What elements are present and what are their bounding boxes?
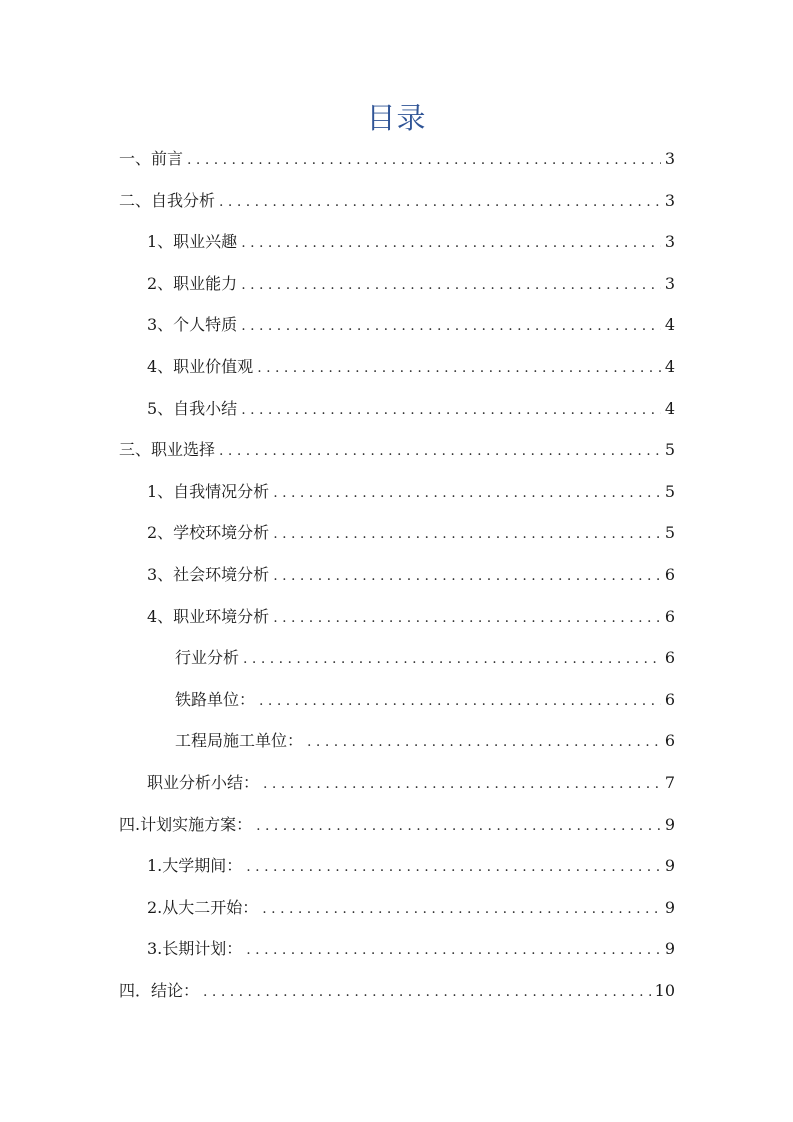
toc-dot-leader [273,514,661,556]
toc-entry[interactable] [119,304,675,346]
toc-entry[interactable] [119,346,675,388]
toc-dot-leader [257,348,661,390]
toc-entry-label: 二、自我分析 [119,190,216,210]
toc-entry-page-number: 4 [664,398,675,418]
toc-entry[interactable] [119,762,675,804]
toc-dot-leader [219,431,661,473]
toc-entry[interactable] [119,512,675,554]
toc-dot-leader [246,930,661,972]
toc-entry-label: 3、个人特质 [147,315,238,335]
toc-entry-page-number: 4 [664,356,675,376]
toc-entry-page-number: 7 [664,772,675,792]
toc-dot-leader [273,473,661,515]
toc-entry-page-number: 3 [664,273,675,293]
toc-entry-label: 铁路单位： [175,689,256,709]
toc-entry-label: 行业分析 [175,648,240,668]
toc-entry-label: 2、职业能力 [147,273,238,293]
toc-entry[interactable] [119,429,675,471]
toc-entry-label: 四．结论： [119,980,200,1000]
toc-entry[interactable] [119,388,675,430]
toc-entry-page-number: 4 [664,315,675,335]
toc-entry[interactable] [119,845,675,887]
toc-dot-leader [246,847,661,889]
toc-dot-leader [219,182,661,224]
toc-dot-leader [307,722,661,764]
toc-entry-page-number: 3 [664,190,675,210]
toc-entry[interactable] [119,221,675,263]
toc-dot-leader [273,556,661,598]
toc-dot-leader [241,306,661,348]
toc-dot-leader [203,972,651,1014]
toc-dot-leader [259,681,661,723]
toc-entry[interactable] [119,554,675,596]
toc-title: 目录 [366,101,427,135]
toc-entry-label: 2、学校环境分析 [147,523,270,543]
toc-entry[interactable] [119,596,675,638]
toc-entry-page-number: 9 [664,856,675,876]
toc-entry-page-number: 3 [664,232,675,252]
toc-entry[interactable] [119,970,675,1012]
toc-entry-label: 1、自我情况分析 [147,481,270,501]
toc-entry-page-number: 9 [664,897,675,917]
toc-entry-label: 职业分析小结： [147,772,260,792]
toc-entry-page-number: 6 [664,606,675,626]
toc-entry-page-number: 6 [664,689,675,709]
toc-entry-label: 3.长期计划： [147,939,243,959]
toc-entry[interactable] [119,887,675,929]
toc-entry[interactable] [119,804,675,846]
toc-dot-leader [243,639,661,681]
toc-entry[interactable] [119,679,675,721]
toc-entry-label: 工程局施工单位： [175,731,304,751]
toc-entry-page-number: 9 [664,939,675,959]
toc-entry[interactable] [119,471,675,513]
toc-entry[interactable] [119,720,675,762]
toc-list [119,138,675,1011]
toc-entry-page-number: 10 [654,980,675,1000]
toc-dot-leader [187,140,661,182]
toc-dot-leader [241,390,661,432]
toc-entry-label: 5、自我小结 [147,398,238,418]
toc-dot-leader [263,764,661,806]
toc-entry-page-number: 5 [664,440,675,460]
toc-entry-label: 4、职业价值观 [147,356,254,376]
toc-entry-page-number: 6 [664,648,675,668]
toc-entry-label: 四.计划实施方案： [119,814,253,834]
toc-entry-label: 一、前言 [119,149,184,168]
toc-entry-label: 2.从大二开始： [147,897,259,917]
toc-entry-label: 3、社会环境分析 [147,564,270,584]
toc-entry-label: 1、职业兴趣 [147,232,238,252]
toc-entry-label: 4、职业环境分析 [147,606,270,626]
toc-entry-page-number: 9 [664,814,675,834]
toc-dot-leader [241,265,661,307]
toc-entry-label: 三、职业选择 [119,440,216,460]
toc-entry[interactable] [119,138,675,180]
toc-dot-leader [256,806,661,848]
toc-entry[interactable] [119,928,675,970]
toc-entry[interactable] [119,263,675,305]
toc-entry-page-number: 6 [664,564,675,584]
toc-entry[interactable] [119,637,675,679]
toc-entry[interactable] [119,180,675,222]
toc-entry-page-number: 6 [664,731,675,751]
toc-dot-leader [273,598,661,640]
toc-entry-page-number: 5 [664,523,675,543]
toc-entry-page-number: 3 [664,149,675,168]
toc-dot-leader [262,889,661,931]
toc-entry-page-number: 5 [664,481,675,501]
toc-entry-label: 1.大学期间： [147,856,243,876]
toc-dot-leader [241,223,661,265]
